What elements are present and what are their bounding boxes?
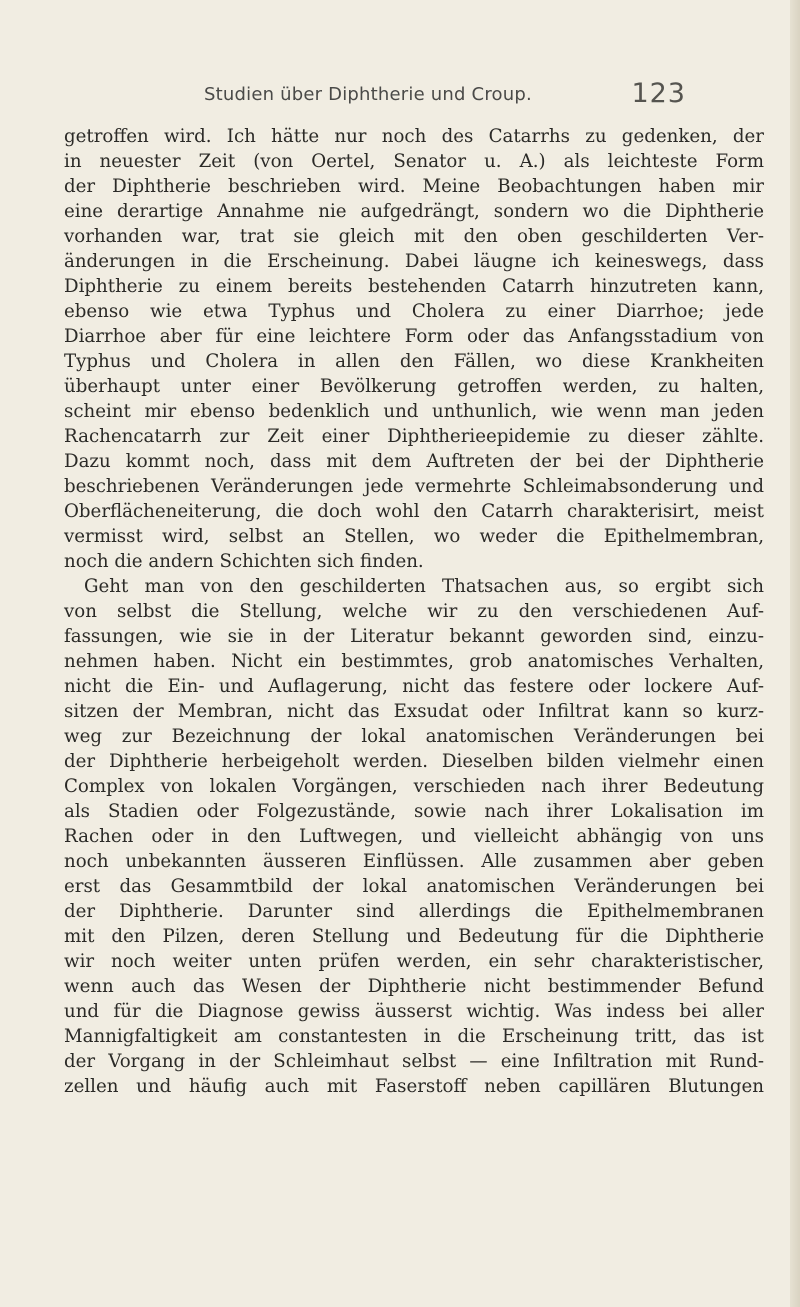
text-line: Diarrhoe aber für eine leichtere Form oder das Anfangsstadium von — [64, 326, 764, 347]
text-line: und für die Diagnose gewiss äusserst wichtig. Was indess bei aller — [64, 1001, 764, 1022]
text-line: Diphtherie zu einem bereits bestehenden Catarrh hinzutreten kann, — [64, 276, 764, 297]
text-line: vorhanden war, trat sie gleich mit den oben geschilderten Ver- — [64, 226, 764, 247]
page-header — [86, 78, 686, 114]
text-line: Rachen oder in den Luftwegen, und vielleicht abhängig von uns — [64, 826, 764, 847]
text-line: getroffen wird. Ich hätte nur noch des Catarrhs zu gedenken, der — [64, 126, 764, 147]
text-line: scheint mir ebenso bedenklich und unthunlich, wie wenn man jeden — [64, 401, 764, 422]
text-line: erst das Gesammtbild der lokal anatomischen Veränderungen bei — [64, 876, 764, 897]
text-line: zellen und häufig auch mit Faserstoff neben capillären Blutungen — [64, 1076, 764, 1097]
text-line: mit den Pilzen, deren Stellung und Bedeutung für die Diphtherie — [64, 926, 764, 947]
text-line: Rachencatarrh zur Zeit einer Diphtherieepidemie zu dieser zählte. — [64, 426, 764, 447]
text-line: Typhus und Cholera in allen den Fällen, wo diese Krankheiten — [64, 351, 764, 372]
text-line: fassungen, wie sie in der Literatur bekannt geworden sind, einzu- — [64, 626, 764, 647]
page-number: 123 — [631, 78, 686, 109]
text-line: Mannigfaltigkeit am constantesten in die Erscheinung tritt, das ist — [64, 1026, 764, 1047]
text-line: von selbst die Stellung, welche wir zu den verschiedenen Auf- — [64, 601, 764, 622]
text-line: weg zur Bezeichnung der lokal anatomischen Veränderungen bei — [64, 726, 764, 747]
text-line: als Stadien oder Folgezustände, sowie nach ihrer Lokalisation im — [64, 801, 764, 822]
paragraph-end-line: noch die andern Schichten sich finden. — [64, 551, 424, 572]
text-line: beschriebenen Veränderungen jede vermehrte Schleimabsonderung und — [64, 476, 764, 497]
text-line: der Diphtherie. Darunter sind allerdings die Epithelmembranen — [64, 901, 764, 922]
text-line: Complex von lokalen Vorgängen, verschieden nach ihrer Bedeutung — [64, 776, 764, 797]
body-text — [64, 124, 764, 1099]
text-line: änderungen in die Erscheinung. Dabei läugne ich keineswegs, dass — [64, 251, 764, 272]
text-line: nehmen haben. Nicht ein bestimmtes, grob anatomisches Verhalten, — [64, 651, 764, 672]
text-line: der Diphtherie herbeigeholt werden. Dieselben bilden vielmehr einen — [64, 751, 764, 772]
text-line: ebenso wie etwa Typhus und Cholera zu einer Diarrhoe; jede — [64, 301, 764, 322]
text-line: sitzen der Membran, nicht das Exsudat oder Infiltrat kann so kurz- — [64, 701, 764, 722]
text-line: eine derartige Annahme nie aufgedrängt, sondern wo die Diphtherie — [64, 201, 764, 222]
paragraph-start-line: Geht man von den geschilderten Thatsachen aus, so ergibt sich — [84, 576, 764, 597]
text-line: wir noch weiter unten prüfen werden, ein sehr charakteristischer, — [64, 951, 764, 972]
text-line: Oberflächeneiterung, die doch wohl den Catarrh charakterisirt, meist — [64, 501, 764, 522]
text-line: der Diphtherie beschrieben wird. Meine Beobachtungen haben mir — [64, 176, 764, 197]
running-title: Studien über Diphtherie und Croup. — [204, 84, 532, 105]
text-line: in neuester Zeit (von Oertel, Senator u. A.) als leichteste Form — [64, 151, 764, 172]
text-line: der Vorgang in der Schleimhaut selbst — eine Infiltration mit Rund- — [64, 1051, 764, 1072]
text-line: Dazu kommt noch, dass mit dem Auftreten der bei der Diphtherie — [64, 451, 764, 472]
text-line: überhaupt unter einer Bevölkerung getroffen werden, zu halten, — [64, 376, 764, 397]
page-edge-shadow — [790, 0, 800, 1307]
text-line: vermisst wird, selbst an Stellen, wo weder die Epithelmembran, — [64, 526, 764, 547]
text-line: wenn auch das Wesen der Diphtherie nicht bestimmender Befund — [64, 976, 764, 997]
text-line: nicht die Ein- und Auflagerung, nicht das festere oder lockere Auf- — [64, 676, 764, 697]
text-line: noch unbekannten äusseren Einflüssen. Alle zusammen aber geben — [64, 851, 764, 872]
